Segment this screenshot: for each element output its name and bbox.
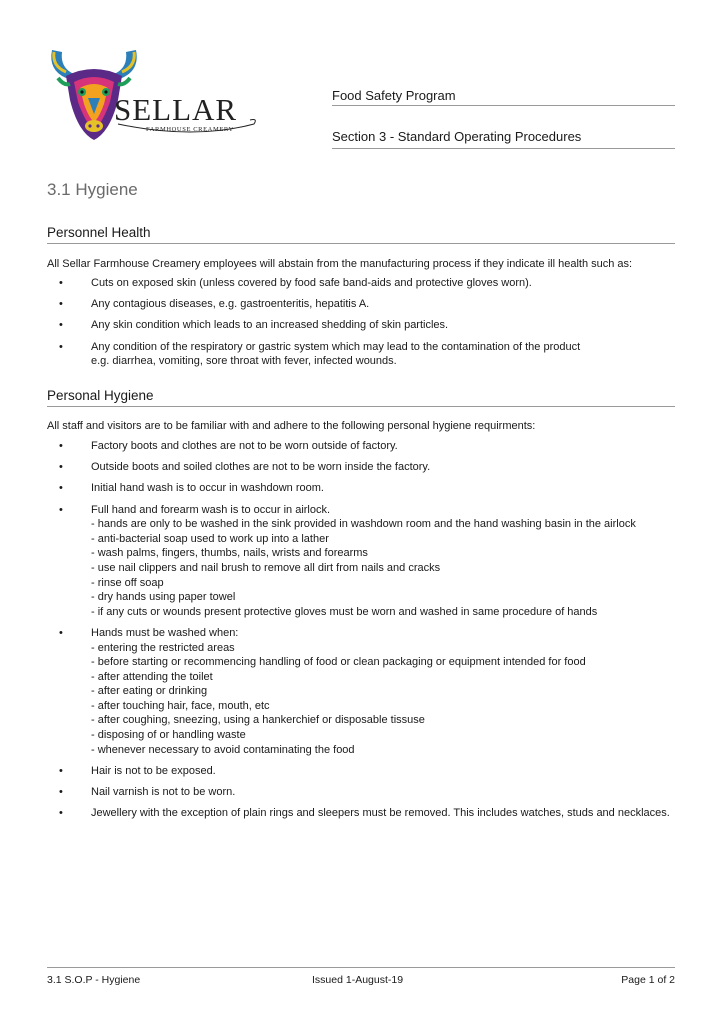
footer-page-number: Page 1 of 2 (621, 974, 675, 986)
list-subitem-text: - after coughing, sneezing, using a hankerchief or disposable tissuse (91, 714, 425, 727)
header-divider (332, 105, 675, 106)
personnel-health-heading: Personnel Health (47, 225, 151, 240)
bullet-icon: • (59, 503, 63, 516)
list-item (59, 439, 689, 454)
list-subitem-text: - if any cuts or wounds present protective gloves must be worn and washed in same procedure of hands (91, 605, 598, 618)
bullet-icon: • (59, 786, 63, 799)
bullet-icon: • (59, 319, 63, 332)
list-subitem-text: - use nail clippers and nail brush to remove all dirt from nails and cracks (91, 561, 441, 574)
bullet-icon: • (59, 340, 63, 353)
personal-hygiene-list (59, 439, 689, 827)
list-item (59, 503, 689, 620)
list-item-text: Any contagious diseases, e.g. gastroenteritis, hepatitis A. (91, 298, 370, 311)
list-subitem-text: - wash palms, fingers, thumbs, nails, wrists and forearms (91, 547, 368, 560)
list-subitem-text: - dry hands using paper towel (91, 591, 236, 604)
heading-rule (47, 243, 675, 244)
list-subitem-text: - after eating or drinking (91, 685, 208, 698)
list-item-text: Any skin condition which leads to an increased shedding of skin particles. (91, 319, 449, 332)
bullet-icon: • (59, 626, 63, 639)
list-subitem-text: - hands are only to be washed in the sink provided in washdown room and the hand washing basin in the airlock (91, 518, 636, 531)
brand-tagline: FARMHOUSE CREAMERY (146, 126, 234, 133)
brand-name: SELLAR (114, 92, 238, 127)
heading-rule (47, 406, 675, 407)
footer-issued: Issued 1-August-19 (312, 974, 404, 986)
list-item-text: Hair is not to be exposed. (91, 764, 216, 777)
bullet-icon: • (59, 440, 63, 452)
personal-hygiene-intro: All staff and visitors are to be familiar with and adhere to the following personal hygiene requirments: (47, 420, 536, 432)
list-item-text: Nail varnish is not to be worn. (91, 786, 236, 799)
list-item-text: Outside boots and soiled clothes are not to be worn inside the factory. (91, 461, 431, 474)
list-subitem-text: - after attending the toilet (91, 670, 213, 683)
bullet-icon: • (59, 277, 63, 289)
personnel-health-intro: All Sellar Farmhouse Creamery employees will abstain from the manufacturing process if they indicate ill health such as: (47, 258, 633, 270)
list-item (59, 340, 689, 369)
list-subitem-text: - anti-bacterial soap used to work up into a lather (91, 532, 329, 545)
bullet-icon: • (59, 764, 63, 777)
list-item (59, 318, 689, 333)
list-item (59, 297, 689, 312)
list-item (59, 276, 689, 291)
list-item-text: Any condition of the respiratory or gastric system which may lead to the contamination of the product (91, 340, 581, 353)
list-item-text: Jewellery with the exception of plain rings and sleepers must be removed. This includes watches, studs and necklaces. (91, 807, 670, 820)
list-subitem-text: e.g. diarrhea, vomiting, sore throat with fever, infected wounds. (91, 355, 397, 368)
list-subitem-text: - disposing of or handling waste (91, 729, 246, 742)
personal-hygiene-heading: Personal Hygiene (47, 388, 154, 403)
list-subitem-text: - after touching hair, face, mouth, etc (91, 699, 270, 712)
list-item-text: Initial hand wash is to occur in washdown room. (91, 482, 324, 495)
bullet-icon: • (59, 482, 63, 495)
list-item-text: Full hand and forearm wash is to occur in airlock. (91, 503, 331, 516)
footer-divider (47, 967, 675, 968)
list-subitem-text: - before starting or recommencing handling of food or clean packaging or equipment intended for food (91, 656, 586, 669)
list-item-text: Hands must be washed when: (91, 626, 239, 639)
list-item (59, 481, 689, 496)
bullet-icon: • (59, 461, 63, 474)
header-section: Section 3 - Standard Operating Procedures (332, 129, 582, 144)
list-subitem-text: - rinse off soap (91, 576, 164, 589)
list-item (59, 460, 689, 475)
personnel-health-list (59, 276, 689, 375)
footer-doc-id: 3.1 S.O.P - Hygiene (47, 974, 141, 986)
list-item (59, 626, 689, 757)
list-item (59, 764, 689, 779)
section-title: 3.1 Hygiene (47, 180, 138, 199)
list-item (59, 806, 689, 821)
header-divider (332, 148, 675, 149)
bullet-icon: • (59, 807, 63, 820)
bullet-icon: • (59, 298, 63, 311)
list-item-text: Factory boots and clothes are not to be worn outside of factory. (91, 440, 398, 452)
list-item (59, 785, 689, 800)
list-subitem-text: - entering the restricted areas (91, 641, 235, 654)
list-subitem-text: - whenever necessary to avoid contaminating the food (91, 743, 355, 756)
header-program: Food Safety Program (332, 88, 456, 103)
list-item-text: Cuts on exposed skin (unless covered by food safe band-aids and protective gloves worn). (91, 277, 532, 289)
